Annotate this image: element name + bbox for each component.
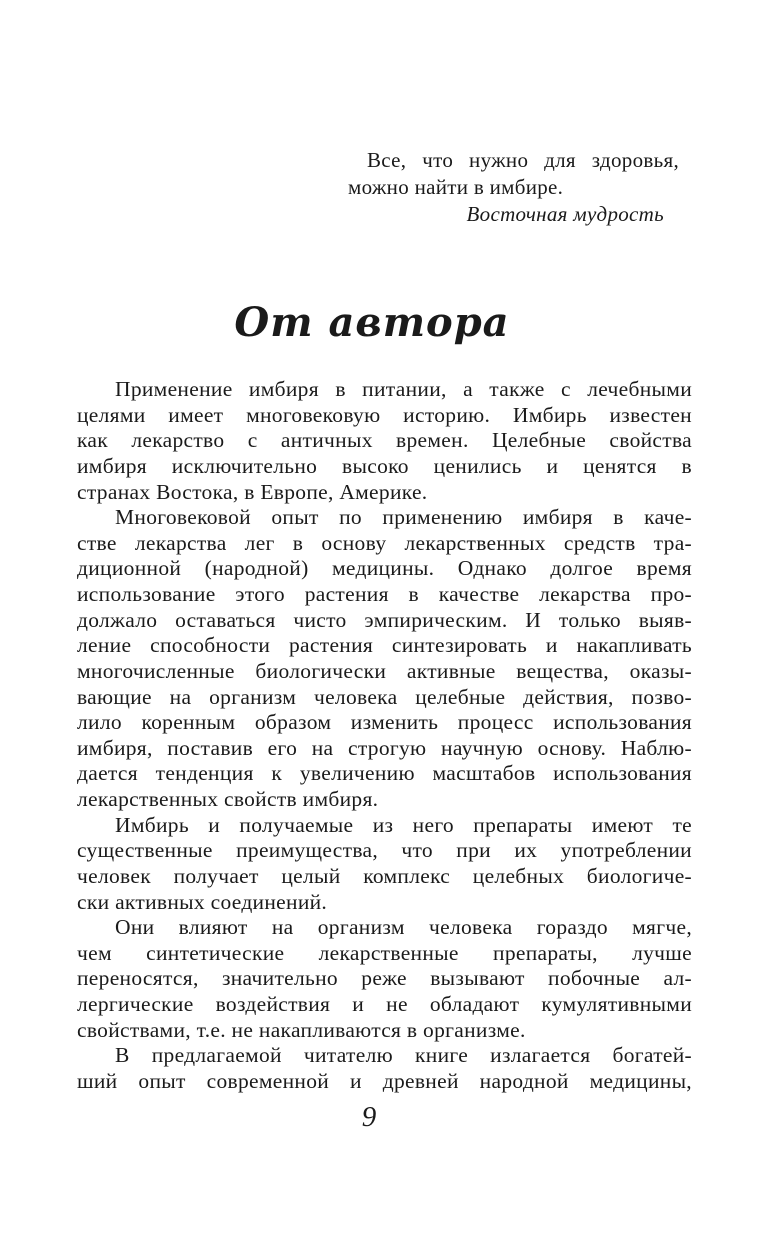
text-line: Применение имбиря в питании, а также с лечебными bbox=[115, 377, 692, 401]
text-line: имбиря исключительно высоко ценились и ценятся в bbox=[77, 453, 692, 478]
epigraph-line: Все, что нужно для здоровья, bbox=[367, 148, 679, 172]
text-line: существенные преимущества, что при их употреблении bbox=[77, 838, 692, 863]
text-line: лило коренным образом изменить процесс использования bbox=[77, 710, 692, 735]
text-line: диционной (народной) медицины. Однако долгое время bbox=[77, 556, 692, 581]
body-text bbox=[77, 377, 692, 1095]
epigraph-attribution: Восточная мудрость bbox=[466, 202, 664, 226]
text-line: странах Востока, в Европе, Америке. bbox=[77, 479, 428, 504]
epigraph bbox=[348, 147, 679, 228]
text-line: человек получает целый комплекс целебных биологиче- bbox=[77, 863, 692, 888]
text-line: вающие на организм человека целебные действия, позво- bbox=[77, 684, 692, 709]
text-line: ший опыт современной и древней народной медицины, bbox=[77, 1068, 692, 1093]
text-line: ски активных соединений. bbox=[77, 889, 328, 914]
text-line: Многовековой опыт по применению имбиря в каче- bbox=[115, 505, 692, 530]
text-line: имбиря, поставив его на строгую научную основу. Наблю- bbox=[77, 735, 692, 760]
text-line: лекарственных свойств имбиря. bbox=[77, 787, 379, 811]
text-line: свойствами, т.е. не накапливаются в организме. bbox=[77, 1017, 526, 1042]
text-line: стве лекарства лег в основу лекарственных средств тра- bbox=[77, 530, 692, 555]
paragraph-5 bbox=[77, 1043, 692, 1094]
text-line: должало оставаться чисто эмпирическим. И только выяв- bbox=[77, 607, 692, 632]
page-number: 9 bbox=[361, 1101, 377, 1133]
epigraph-line: можно найти в имбире. bbox=[348, 175, 564, 199]
text-line: как лекарство с античных времен. Целебные свойства bbox=[77, 428, 692, 453]
paragraph-3 bbox=[77, 813, 692, 916]
text-line: многочисленные биологически активные вещества, оказы- bbox=[77, 658, 692, 683]
text-line: использование этого растения в качестве лекарства про- bbox=[77, 582, 692, 606]
text-line: переносятся, значительно реже вызывают побочные ал- bbox=[77, 966, 692, 991]
chapter-title: От автора bbox=[234, 299, 510, 346]
text-line: В предлагаемой читателю книге излагается богатей- bbox=[115, 1043, 692, 1068]
paragraph-1 bbox=[77, 377, 692, 505]
text-line: ление способности растения синтезировать и накапливать bbox=[77, 633, 692, 658]
text-line: целями имеет многовековую историю. Имбирь известен bbox=[77, 402, 692, 427]
paragraph-4 bbox=[77, 915, 692, 1043]
text-line: чем синтетические лекарственные препараты, лучше bbox=[77, 940, 692, 965]
text-line: Они влияют на организм человека гораздо мягче, bbox=[115, 915, 692, 940]
text-line: Имбирь и получаемые из него препараты имеют те bbox=[115, 812, 692, 837]
paragraph-2 bbox=[77, 505, 692, 813]
text-line: дается тенденция к увеличению масштабов использования bbox=[77, 761, 692, 786]
text-line: лергические воздействия и не обладают кумулятивными bbox=[77, 992, 692, 1016]
